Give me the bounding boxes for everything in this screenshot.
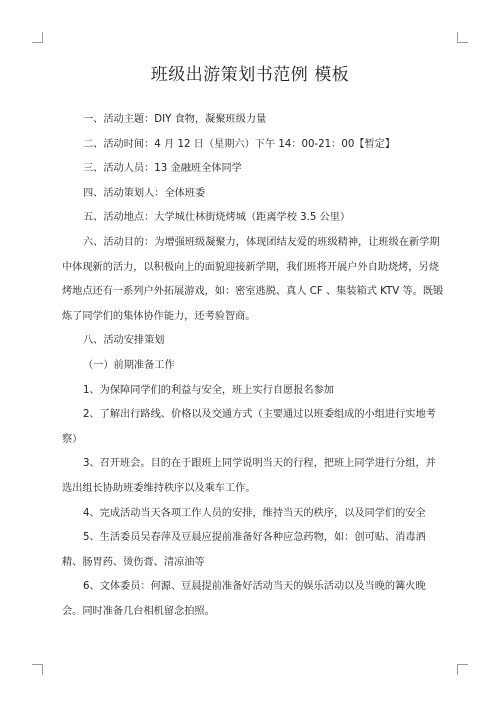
page-corner-mark-top-left (32, 32, 43, 43)
page-corner-mark-bottom-right (457, 664, 468, 675)
paragraph-participants: 三、活动人员：13 金融班全体同学 (83, 163, 242, 175)
document-body (62, 108, 446, 624)
paragraph-activity-time: 二、活动时间：4 月 12 日（星期六）下午 14：00-21：00【暂定】 (83, 138, 396, 150)
paragraph-item-5: 5、生活委员吴春萍及豆晨应提前准备好各种应急药物，如：创可贴、消毒酒精、肠胃药、烫伤膏、清凉油等 (62, 532, 426, 568)
paragraph-location: 五、活动地点：大学城仕林街烧烤城（距离学校 3.5 公里） (83, 212, 351, 224)
page-corner-mark-bottom-left (32, 664, 43, 675)
paragraph-item-4: 4、完成活动当天各项工作人员的安排，维持当天的秩序，以及同学们的安全 (83, 507, 426, 519)
paragraph-preparation-heading: （一）前期准备工作 (83, 359, 175, 371)
paragraph-item-2: 2、了解出行路线、价格以及交通方式（主要通过以班委组成的小组进行实地考察） (62, 409, 436, 445)
paragraph-planner: 四、活动策划人：全体班委 (83, 187, 206, 199)
paragraph-plan-heading: 八、活动安排策划 (83, 335, 165, 347)
paragraph-item-3: 3、召开班会。目的在于跟班上同学说明当天的行程，把班上同学进行分组，并选出组长协助班委维持秩序以及乘车工作。 (62, 458, 436, 494)
paragraph-activity-theme: 一、活动主题：DIY 食物，凝聚班级力量 (83, 114, 267, 125)
document-title: 班级出游策划书范例 模板 (150, 65, 350, 85)
page-corner-mark-top-right (457, 32, 468, 43)
paragraph-purpose: 六、活动目的：为增强班级凝聚力，体现团结友爱的班级精神，让班级在新学期中体现新的活力，以积极向上的面貌迎接新学期，我们班将开展户外自助烧烤，另烧烤地点还有一系列户外拓展游戏，如：密室逃脱、真人 CF 、集装箱式 KTV 等。既锻炼了同学们的集体协作能力，还考验智商。 (62, 236, 444, 322)
paragraph-item-6: 6、文体委员：何源、豆晨提前准备好活动当天的娱乐活动以及当晚的篝火晚会。同时准备几台相机留念拍照。 (62, 581, 426, 617)
paragraph-item-1: 1、为保障同学们的利益与安全，班上实行自愿报名参加 (83, 384, 334, 396)
